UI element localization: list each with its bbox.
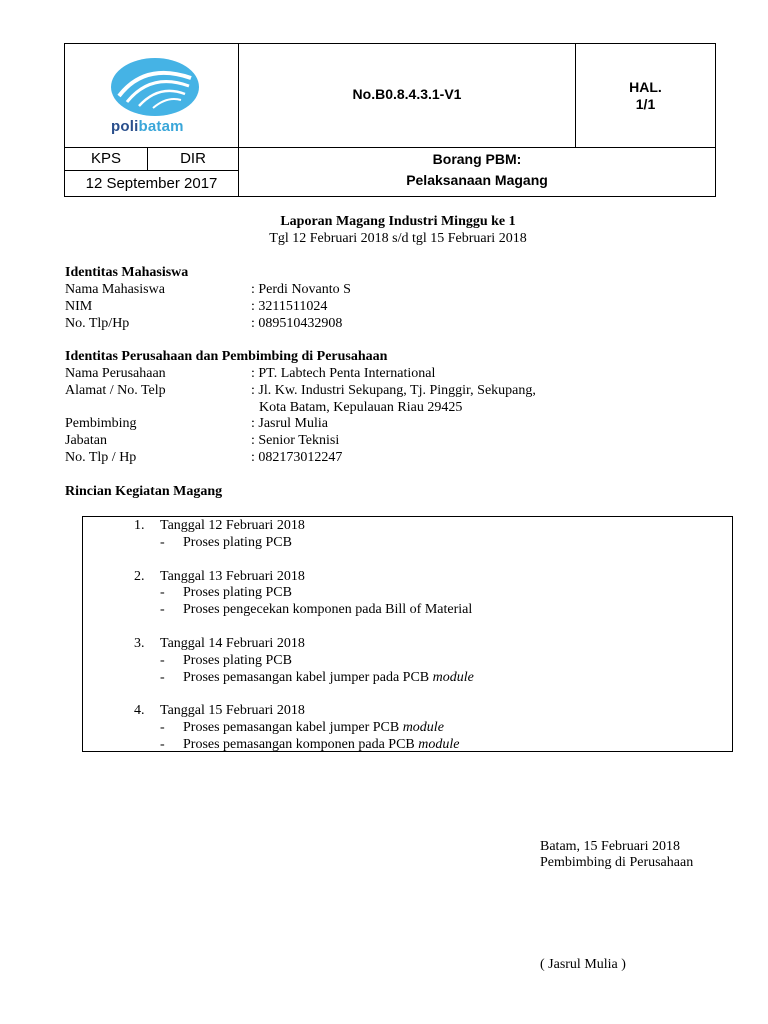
report-period: Tgl 12 Februari 2018 s/d tgl 15 Februari 2018 [269, 231, 527, 246]
company-address-value-line2: Kota Batam, Kepulauan Riau 29425 [259, 400, 463, 415]
task-bullet: - [160, 602, 165, 617]
form-subtitle: Pelaksanaan Magang [406, 172, 548, 188]
task-item [183, 719, 444, 736]
day-title: Tanggal 15 Februari 2018 [160, 703, 305, 718]
company-address-value: : Jl. Kw. Industri Sekupang, Tj. Pinggir, Sekupang, [251, 383, 536, 398]
position-value: : Senior Teknisi [251, 433, 340, 448]
logo-text-poli: poli [111, 118, 139, 135]
company-heading: Identitas Perusahaan dan Pembimbing di Perusahaan [65, 349, 388, 364]
task-bullet: - [160, 585, 165, 600]
kps-label: KPS [90, 150, 121, 167]
document-number: No.B0.8.4.3.1-V1 [352, 86, 462, 102]
form-title: Borang PBM: [432, 151, 522, 167]
task-item: Proses plating PCB [183, 653, 292, 668]
divider [65, 147, 715, 148]
task-bullet: - [160, 653, 165, 668]
day-number: 1. [134, 518, 145, 533]
company-address-label: Alamat / No. Telp [65, 383, 166, 398]
signature-place-date: Batam, 15 Februari 2018 [540, 839, 680, 854]
mentor-phone-label: No. Tlp / Hp [65, 450, 137, 465]
student-name-value: : Perdi Novanto S [251, 282, 351, 297]
student-phone-label: No. Tlp/Hp [65, 316, 130, 331]
task-text: Proses pemasangan kabel jumper PCB [183, 720, 403, 735]
mentor-value: : Jasrul Mulia [251, 416, 328, 431]
report-title: Laporan Magang Industri Minggu ke 1 [280, 214, 516, 229]
day-number: 2. [134, 569, 145, 584]
polibatam-logo [105, 56, 205, 136]
day-title: Tanggal 13 Februari 2018 [160, 569, 305, 584]
task-item: Proses plating PCB [183, 535, 292, 550]
task-text-italic: module [402, 720, 444, 735]
mentor-phone-value: : 082173012247 [251, 450, 343, 465]
student-heading: Identitas Mahasiswa [65, 265, 189, 280]
header-table [64, 43, 716, 197]
task-bullet: - [160, 737, 165, 752]
divider [65, 170, 238, 171]
student-nim-value: : 3211511024 [251, 299, 328, 314]
page-label: HAL. [629, 79, 662, 95]
company-name-label: Nama Perusahaan [65, 366, 166, 381]
task-text-italic: module [418, 737, 460, 752]
activities-heading: Rincian Kegiatan Magang [65, 484, 223, 499]
task-bullet: - [160, 535, 165, 550]
signature-role: Pembimbing di Perusahaan [540, 855, 694, 870]
day-title: Tanggal 14 Februari 2018 [160, 636, 305, 651]
position-label: Jabatan [65, 433, 107, 448]
dir-label: DIR [180, 150, 206, 167]
task-item [183, 669, 474, 686]
mentor-label: Pembimbing [65, 416, 137, 431]
day-number: 4. [134, 703, 145, 718]
logo-text-batam: batam [138, 118, 184, 135]
task-bullet: - [160, 720, 165, 735]
signature-name: ( Jasrul Mulia ) [540, 957, 626, 972]
task-text: Proses pemasangan komponen pada PCB [183, 737, 419, 752]
task-item: Proses plating PCB [183, 585, 292, 600]
logo-emblem-icon [105, 56, 205, 118]
logo-wordmark [111, 118, 184, 135]
task-text-italic: module [432, 670, 474, 685]
day-number: 3. [134, 636, 145, 651]
student-nim-label: NIM [65, 299, 93, 314]
student-phone-value: : 089510432908 [251, 316, 343, 331]
student-name-label: Nama Mahasiswa [65, 282, 165, 297]
task-bullet: - [160, 670, 165, 685]
day-title: Tanggal 12 Februari 2018 [160, 518, 305, 533]
company-name-value: : PT. Labtech Penta International [251, 366, 436, 381]
task-text: Proses pemasangan kabel jumper pada PCB [183, 670, 433, 685]
issue-date: 12 September 2017 [85, 175, 218, 192]
task-item: Proses pengecekan komponen pada Bill of Material [183, 602, 473, 617]
task-item [183, 736, 459, 753]
page-value: 1/1 [635, 96, 656, 112]
